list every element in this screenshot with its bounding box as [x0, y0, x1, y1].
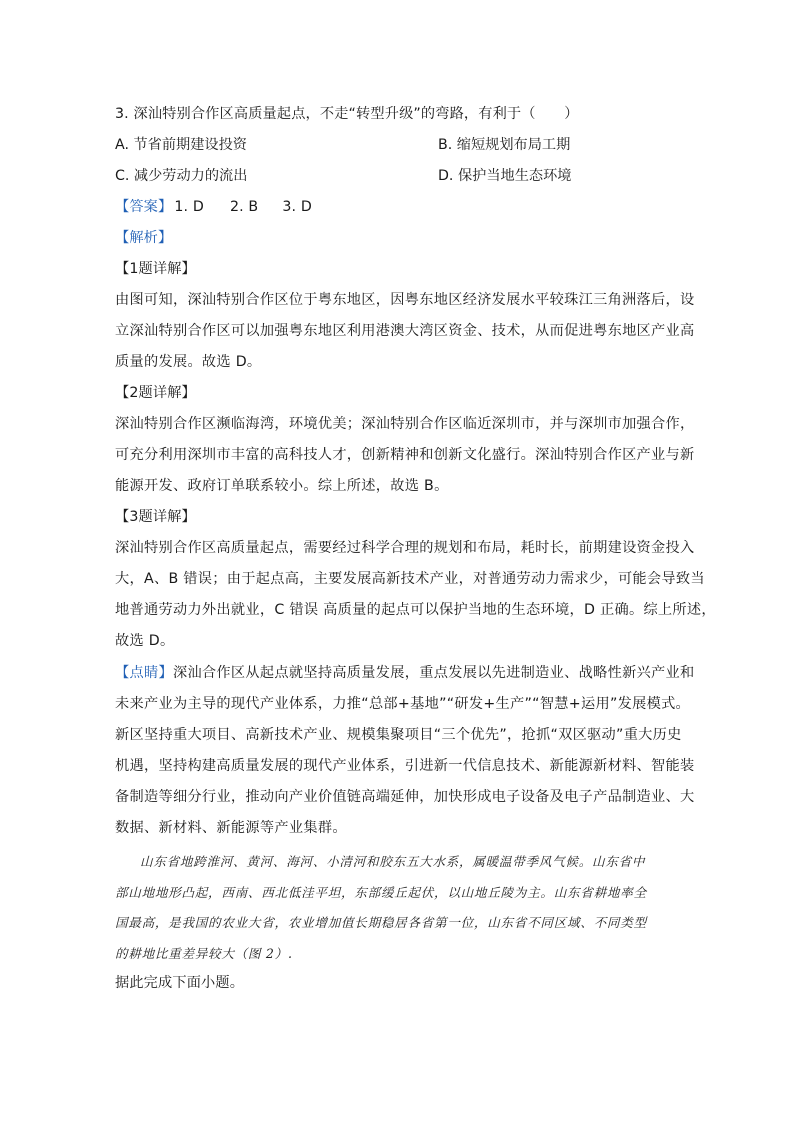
detail-2-line: 深汕特别合作区濒临海湾，环境优美；深汕特别合作区临近深圳市，并与深圳市加强合作，: [115, 416, 695, 432]
answer-2: 2. B: [229, 199, 259, 215]
material-line: 国最高，是我国的农业大省，农业增加值长期稳居各省第一位，山东省不同区域、不同类型: [115, 915, 647, 930]
highlight-line: 新区坚持重大项目、高新技术产业、规模集聚项目“三个优先”，抢抓“双区驱动”重大历史: [115, 727, 682, 743]
highlight-line: 备制造等细分行业，推动向产业价值链高端延伸，加快形成电子设备及电子产品制造业、大: [115, 789, 695, 805]
option-a: A. 节省前期建设投资: [115, 137, 247, 153]
detail-3-line: 深汕特别合作区高质量起点，需要经过科学合理的规划和布局，耗时长，前期建设资金投入: [115, 540, 695, 556]
option-d: D. 保护当地生态环境: [438, 168, 572, 184]
detail-3-label: 【3题详解】: [115, 509, 196, 525]
detail-3-line: 大，A、B 错误；由于起点高，主要发展高新技术产业，对普通劳动力需求少，可能会导致当: [115, 571, 705, 587]
highlight-text: [115, 658, 695, 844]
highlight-label: 【点睛】: [115, 665, 173, 681]
detail-1-text: [115, 285, 695, 378]
answer-line: [115, 197, 312, 217]
material-line: 部山地地形凸起，西南、西北低洼平坦，东部缓丘起伏，以山地丘陵为主。山东省耕地率全: [115, 884, 647, 900]
detail-1-line: 由图可知，深汕特别合作区位于粤东地区，因粤东地区经济发展水平较珠江三角洲落后，设: [115, 292, 695, 308]
detail-1-label: 【1题详解】: [115, 261, 196, 277]
detail-2-line: 能源开发、政府订单联系较小。综上所述，故选 B。: [115, 478, 449, 494]
highlight-line: 机遇，坚持构建高质量发展的现代产业体系，引进新一代信息技术、新能源新材料、智能装: [115, 758, 695, 774]
instruction-text: 据此完成下面小题。: [115, 975, 245, 991]
answer-1: 1. D: [174, 199, 204, 215]
detail-2-text: [115, 409, 695, 502]
material-line: 山东省地跨淮河、黄河、海河、小清河和胶东五大水系，属暖温带季风气候。山东省中: [140, 854, 646, 869]
analysis-label: 【解析】: [115, 230, 173, 246]
highlight-first-line: [115, 658, 695, 689]
detail-1-line: 质量的发展。故选 D。: [115, 354, 262, 370]
detail-2-line: 可充分利用深圳市丰富的高科技人才，创新精神和创新文化盛行。深汕特别合作区产业与新: [115, 447, 695, 463]
detail-3-text: [115, 533, 716, 657]
answer-label: 【答案】: [115, 199, 173, 215]
option-c: C. 减少劳动力的流出: [115, 168, 248, 184]
highlight-first-text: 深汕合作区从起点就坚持高质量发展，重点发展以先进制造业、战略性新兴产业和: [172, 665, 695, 681]
option-b: B. 缩短规划布局工期: [438, 137, 571, 153]
material-line: 的耕地比重差异较大（图 2）.: [115, 945, 293, 961]
highlight-line: 未来产业为主导的现代产业体系，力推“总部+基地”“研发+生产”“智慧+运用”发展模式。: [115, 696, 691, 712]
question-3-stem: 3. 深汕特别合作区高质量起点，不走“转型升级”的弯路，有利于（ ）: [115, 106, 579, 122]
detail-3-line: 地普通劳动力外出就业，C 错误 高质量的起点可以保护当地的生态环境，D 正确。综上所述，: [115, 602, 716, 618]
answer-3: 3. D: [282, 199, 312, 215]
highlight-line: 数据、新材料、新能源等产业集群。: [115, 820, 347, 836]
detail-2-label: 【2题详解】: [115, 385, 196, 401]
material-passage: [115, 847, 685, 969]
detail-1-line: 立深汕特别合作区可以加强粤东地区利用港澳大湾区资金、技术，从而促进粤东地区产业高: [115, 323, 695, 339]
detail-3-line: 故选 D。: [115, 633, 175, 649]
